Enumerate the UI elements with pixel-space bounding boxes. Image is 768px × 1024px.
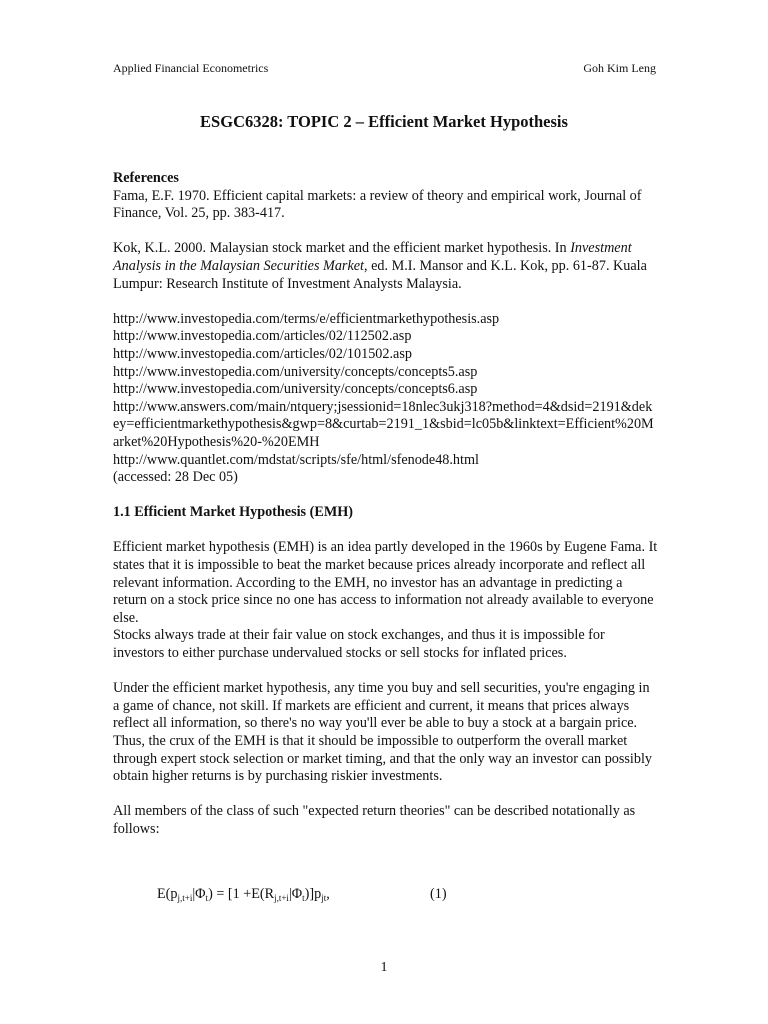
document-title: ESGC6328: TOPIC 2 – Efficient Market Hypothesis [200, 112, 568, 131]
equation-number: (1) [430, 886, 447, 902]
reference-fama: Fama, E.F. 1970. Efficient capital markets: a review of theory and empirical work, Journal of Finance, Vol. 25, pp. 383-417. [113, 187, 642, 222]
reference-url[interactable]: http://www.investopedia.com/articles/02/101502.asp [113, 345, 412, 362]
paragraph: Efficient market hypothesis (EMH) is an idea partly developed in the 1960s by Eugene Fama. It states that it is impossible to beat the market because prices already incorporate and reflect all relevant information. According to the EMH, no investor has an advantage in predicting a return on a stock price since no one has access to information not already available to everyone else. [113, 539, 658, 626]
accessed-date: (accessed: 28 Dec 05) [113, 469, 238, 486]
reference-url[interactable]: http://www.investopedia.com/articles/02/112502.asp [113, 328, 412, 345]
paragraph: Under the efficient market hypothesis, any time you buy and sell securities, you're engaging in a game of chance, not skill. If markets are efficient and current, it means that prices always reflect all information, so there's no way you'll ever be able to buy a stock at a bargain price. Thus, the crux of the EMH is that it should be impossible to outperform the overall market through expert stock selection or market timing, and that the only way an investor can possibly obtain higher returns is by purchasing riskier investments. [113, 680, 653, 785]
spacer [113, 487, 658, 505]
spacer [113, 223, 658, 241]
spacer [113, 522, 658, 540]
reference-url[interactable]: http://www.quantlet.com/mdstat/scripts/sfe/html/sfenode48.html [113, 451, 479, 468]
reference-kok-details: , ed. M.I. Mansor and K.L. Kok, pp. 61-87. Kuala Lumpur: Research Institute of Investment Analysts Malaysia. [113, 257, 647, 292]
running-header-right: Goh Kim Leng [583, 61, 656, 75]
paragraph: Stocks always trade at their fair value on stock exchanges, and thus it is impossible for investors to either purchase undervalued stocks or sell stocks for inflated prices. [113, 627, 605, 662]
reference-kok-text: Kok, K.L. 2000. Malaysian stock market and the efficient market hypothesis. In [113, 240, 571, 257]
reference-kok [113, 240, 658, 293]
spacer [113, 786, 658, 804]
running-header-left: Applied Financial Econometrics [113, 61, 269, 75]
section-heading: 1.1 Efficient Market Hypothesis (EMH) [113, 504, 353, 521]
spacer [113, 293, 658, 311]
equation: $E(p_{j,t+i}|\Phi_t) = [1 +E(R_{j,t+i}|\Phi_t)]p_{jt}$, [157, 886, 330, 903]
reference-url[interactable]: http://www.investopedia.com/university/concepts/concepts6.asp [113, 381, 478, 398]
references-heading: References [113, 170, 179, 186]
reference-kok-book-title: Investment Analysis in the Malaysian Securities Market [113, 240, 632, 274]
paragraph: All members of the class of such "expected return theories" can be described notationally as follows: [113, 803, 636, 837]
document-body [113, 170, 658, 839]
reference-url[interactable]: http://www.investopedia.com/university/concepts/concepts5.asp [113, 363, 478, 380]
spacer [113, 663, 658, 681]
reference-url[interactable]: http://www.investopedia.com/terms/e/efficientmarkethypothesis.asp [113, 310, 500, 327]
reference-url[interactable]: http://www.answers.com/main/ntquery;jsessionid=18nlec3ukj318?method=4&dsid=2191&dekey=efficientmarkethypothesis&gwp=8&curtab=2191_1&sbid=lc05b&linktext=Efficient%20Market%20Hypothesis%20-%20EMH [113, 398, 654, 450]
url-list [113, 311, 658, 487]
page-number: 1 [380, 960, 388, 975]
